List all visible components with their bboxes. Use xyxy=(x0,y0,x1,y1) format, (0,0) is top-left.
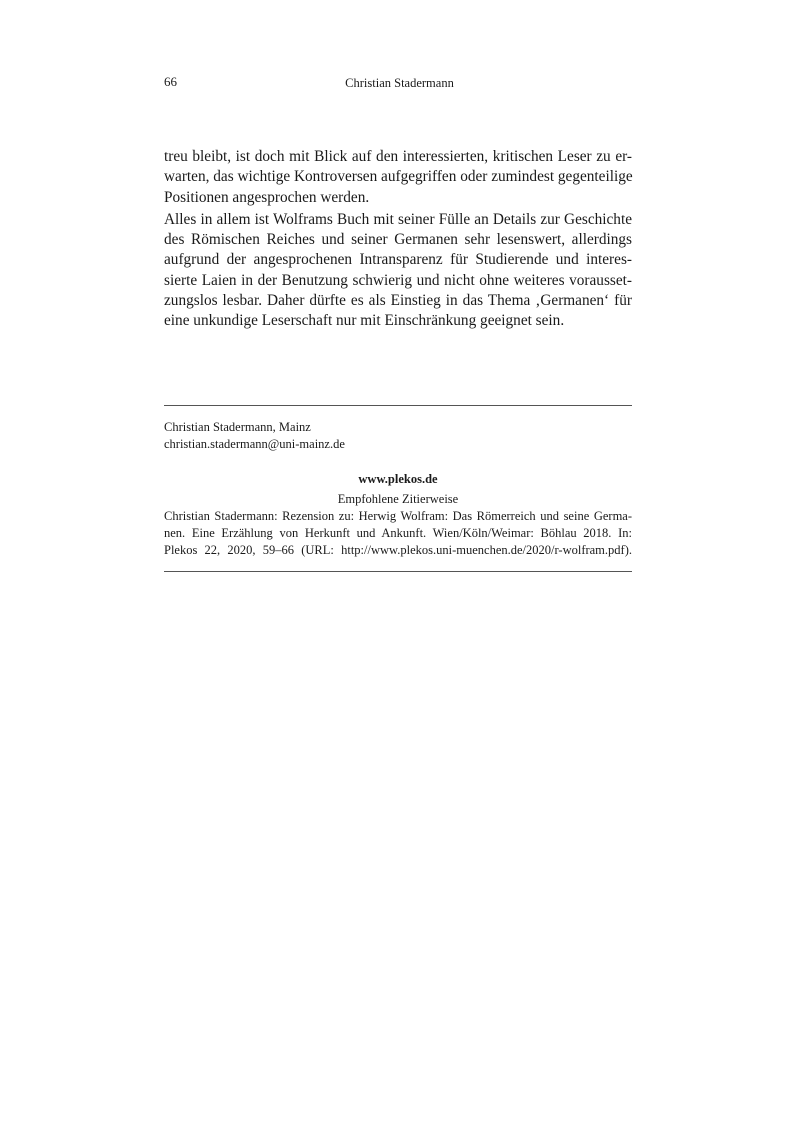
citation-line: nen. Eine Erzählung von Herkunft und Ankunft. Wien/Köln/Weimar: Böhlau 2018. In: xyxy=(164,526,632,540)
author-email[interactable]: christian.stadermann@uni-mainz.de xyxy=(164,436,345,451)
paragraph xyxy=(164,210,632,332)
page-number: 66 xyxy=(164,74,177,89)
divider-bottom xyxy=(164,571,632,572)
divider-top xyxy=(164,405,632,406)
text-line: Positionen angesprochen werden. xyxy=(164,188,370,206)
citation-line: Plekos 22, 2020, 59–66 (URL: http://www.plekos.uni-muenchen.de/2020/r-wolfram.pdf). xyxy=(164,543,632,557)
text-line: sierte Laien in der Benutzung schwierig und nicht ohne weiteres vorausset- xyxy=(164,271,632,289)
footer xyxy=(164,471,632,559)
paragraph xyxy=(164,147,632,208)
author-block xyxy=(164,419,345,452)
citation-line: Christian Stadermann: Rezension zu: Herwig Wolfram: Das Römerreich und seine Germa- xyxy=(164,509,632,523)
text-line: Alles in allem ist Wolframs Buch mit seiner Fülle an Details zur Geschichte xyxy=(164,210,632,228)
text-line: des Römischen Reiches und seiner Germanen sehr lesenswert, allerdings xyxy=(164,231,632,249)
body-text xyxy=(164,147,632,332)
author-name-location: Christian Stadermann, Mainz xyxy=(164,420,311,434)
running-head: Christian Stadermann xyxy=(345,76,454,90)
text-line: eine unkundige Leserschaft nur mit Einschränkung geeignet sein. xyxy=(164,312,565,330)
citation-heading: Empfohlene Zitierweise xyxy=(337,492,459,506)
website-link[interactable]: www.plekos.de xyxy=(358,472,438,486)
text-line: treu bleibt, ist doch mit Blick auf den interessierten, kritischen Leser zu er- xyxy=(164,148,632,165)
text-line: zungslos lesbar. Daher dürfte es als Einstieg in das Thema ‚Germanen‘ für xyxy=(164,292,632,310)
text-line: aufgrund der angesprochenen Intransparenz für Studierende und interes- xyxy=(164,251,632,269)
citation xyxy=(164,508,632,559)
text-line: warten, das wichtige Kontroversen aufgegriffen oder zumindest gegenteilige xyxy=(164,168,633,186)
